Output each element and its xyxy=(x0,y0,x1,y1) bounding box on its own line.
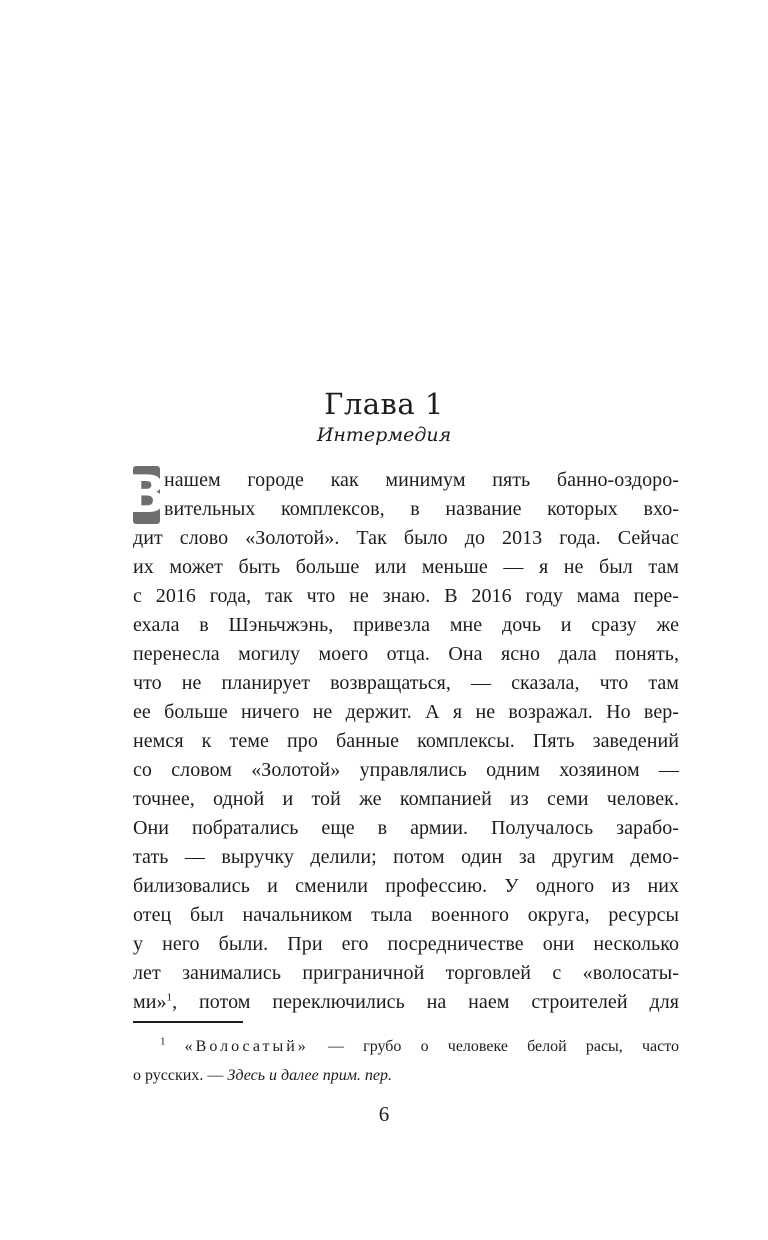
footnote-text: — грубо о человеке белой расы, часто xyxy=(308,1038,680,1055)
body-line: отец был начальником тыла военного округа, ресурсы xyxy=(133,904,679,926)
body-line: немся к теме про банные комплексы. Пять заведений xyxy=(133,730,679,752)
body-line: перенесла могилу моего отца. Она ясно дала понять, xyxy=(133,643,679,665)
footnote-line2-start: о русских. — xyxy=(133,1067,228,1084)
footnote-line-1 xyxy=(160,1035,679,1059)
body-line: с 2016 года, так что не знаю. В 2016 году мама пере- xyxy=(133,585,679,607)
body-line: ее больше ничего не держит. А я не возражал. Но вер- xyxy=(133,701,679,723)
body-line: ехала в Шэньчжэнь, привезла мне дочь и сразу же xyxy=(133,614,679,636)
chapter-title: Глава 1 xyxy=(324,387,444,422)
body-line: вительных комплексов, в название которых вхо- xyxy=(164,498,679,520)
body-line: тать — выручку делили; потом один за другим демо- xyxy=(133,846,679,868)
footnote-divider xyxy=(133,1021,243,1023)
drop-cap xyxy=(126,465,167,525)
body-line: у него были. При его посредничестве они несколько xyxy=(133,933,679,955)
footnote-line2-italic: Здесь и далее прим. пер. xyxy=(227,1067,393,1084)
body-line: точнее, одной и той же компанией из семи человек. xyxy=(133,788,679,810)
body-line: их может быть больше или меньше — я не был там xyxy=(133,556,679,578)
page-number: 6 xyxy=(378,1102,390,1126)
body-line: лет занимались приграничной торговлей с «волосаты- xyxy=(133,962,679,984)
body-line-last-end: , потом переключились на наем строителей для xyxy=(172,991,679,1013)
body-line: со словом «Золотой» управлялись одним хозяином — xyxy=(133,759,679,781)
body-line: что не планирует возвращаться, — сказала, что там xyxy=(133,672,679,694)
body-line: Они побратались еще в армии. Получалось зарабо- xyxy=(133,817,679,839)
body-line: билизовались и сменили профессию. У одного из них xyxy=(133,875,679,897)
body-line: дит слово «Золотой». Так было до 2013 года. Сейчас xyxy=(133,527,679,549)
body-line-last-start: ми» xyxy=(133,991,167,1013)
body-line: нашем городе как минимум пять банно-оздоро- xyxy=(164,469,679,491)
chapter-subtitle: Интермедия xyxy=(316,424,452,446)
footnote-ref[interactable]: 1 xyxy=(166,991,173,1004)
body-line-last xyxy=(133,988,679,1017)
footnote-marker: 1 xyxy=(160,1035,166,1048)
drop-cap-letter: В xyxy=(126,465,167,525)
footnote-term: «Волосатый» xyxy=(184,1038,309,1055)
footnote-line-2 xyxy=(133,1064,679,1088)
